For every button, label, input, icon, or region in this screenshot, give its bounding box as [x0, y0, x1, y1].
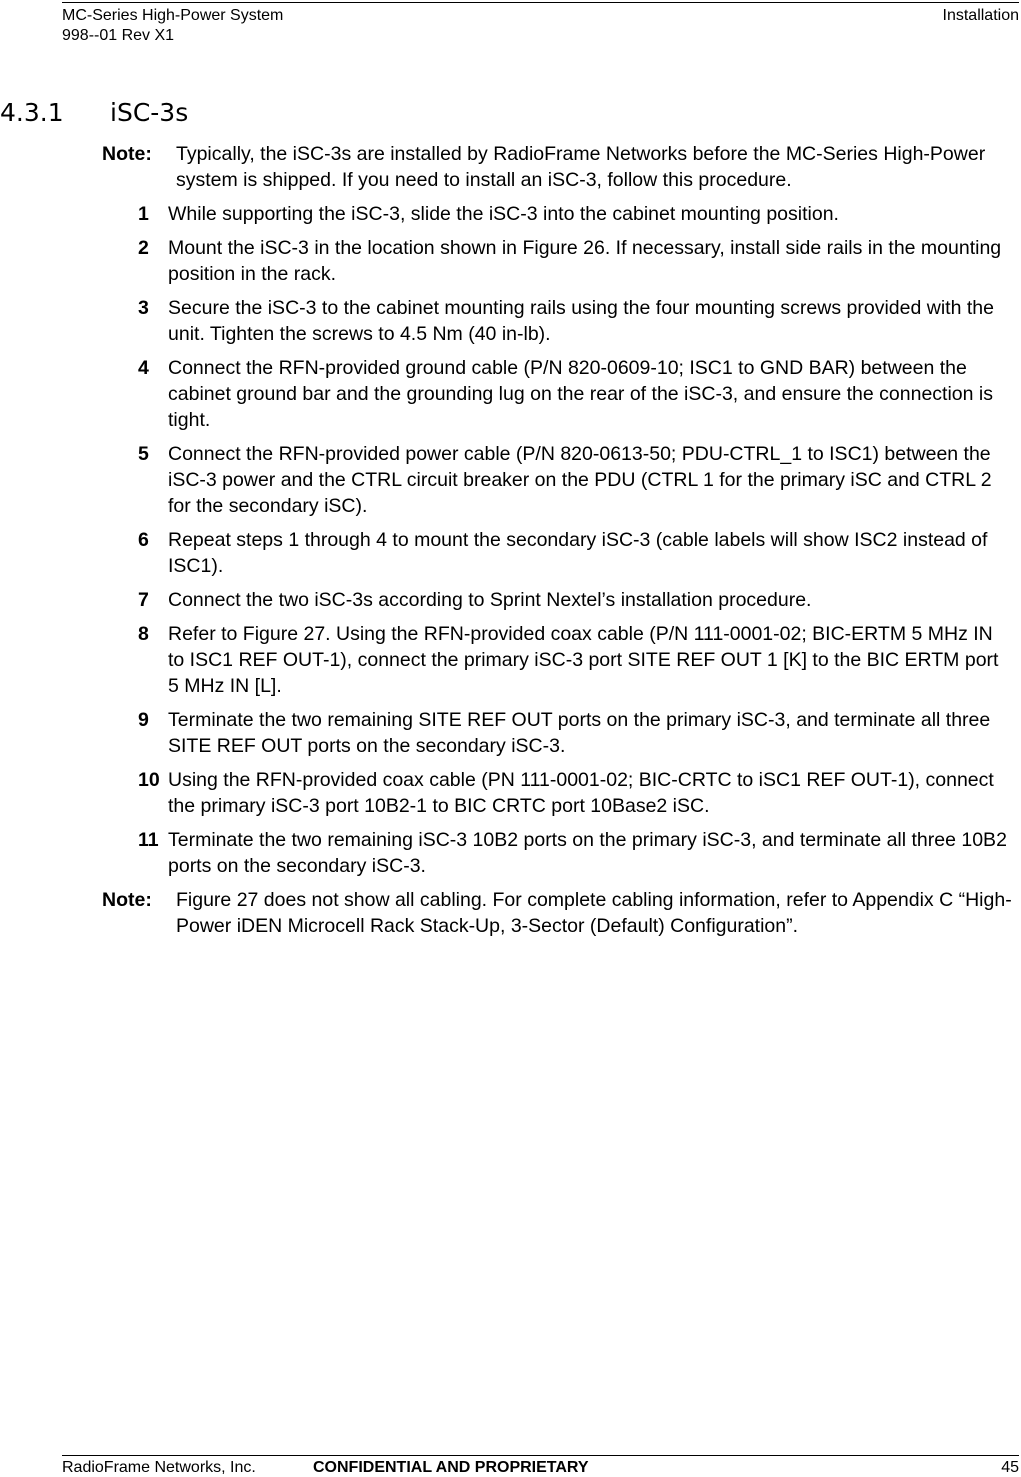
step-number: 8 [138, 623, 149, 645]
step-number: 9 [138, 709, 149, 731]
step-text: Terminate the two remaining SITE REF OUT ports on the primary iSC-3, and terminate all three SITE REF OUT ports on the secondary iSC-3. [168, 709, 991, 757]
footer-rule [62, 1455, 1019, 1456]
step-text: Secure the iSC-3 to the cabinet mounting rails using the four mounting screws provided with the unit. Tighten the screws to 4.5 Nm (40 in-lb). [168, 297, 994, 345]
step-item [138, 441, 1017, 519]
note-label: Note: [102, 889, 152, 911]
company-name: RadioFrame Networks, Inc. [62, 1459, 256, 1476]
step-number: 5 [138, 443, 149, 465]
step-item [138, 527, 1017, 579]
note-top [102, 141, 1017, 193]
step-number: 2 [138, 237, 149, 259]
step-number: 6 [138, 529, 149, 551]
step-text: Repeat steps 1 through 4 to mount the secondary iSC-3 (cable labels will show ISC2 instead of ISC1). [168, 529, 988, 577]
note-label: Note: [102, 143, 152, 165]
step-number: 4 [138, 357, 149, 379]
step-item [138, 621, 1017, 699]
step-text: Connect the RFN-provided power cable (P/N 820-0613-50; PDU-CTRL_1 to ISC1) between the iSC-3 power and the CTRL circuit breaker on the PDU (CTRL 1 for the primary iSC and CTRL 2 for the secondary iSC). [168, 443, 992, 517]
step-number: 1 [138, 203, 149, 225]
step-number: 10 [138, 769, 160, 791]
step-text: Connect the RFN-provided ground cable (P/N 820-0609-10; ISC1 to GND BAR) between the cabinet ground bar and the grounding lug on the rear of the iSC-3, and ensure the connection is tight. [168, 357, 993, 431]
doc-number: 998--01 Rev X1 [62, 27, 175, 44]
section-title: iSC-3s [110, 98, 189, 127]
step-text: Mount the iSC-3 in the location shown in Figure 26. If necessary, install side rails in the mounting position in the rack. [168, 237, 1002, 285]
step-item [138, 201, 1017, 227]
section-number: 4.3.1 [0, 98, 64, 127]
note-bottom [102, 887, 1017, 939]
step-text: While supporting the iSC-3, slide the iSC-3 into the cabinet mounting position. [168, 203, 839, 225]
step-item [138, 355, 1017, 433]
step-item [138, 587, 1017, 613]
step-number: 3 [138, 297, 149, 319]
step-item [138, 235, 1017, 287]
note-text: Figure 27 does not show all cabling. For complete cabling information, refer to Appendix C “High-Power iDEN Microcell Rack Stack-Up, 3-Sector (Default) Configuration”. [176, 889, 1012, 937]
step-item [138, 707, 1017, 759]
procedure-steps [102, 201, 1017, 879]
confidentiality-notice: CONFIDENTIAL AND PROPRIETARY [313, 1459, 589, 1476]
section-heading [0, 98, 188, 128]
step-number: 7 [138, 589, 149, 611]
main-content [102, 141, 1017, 947]
step-text: Terminate the two remaining iSC-3 10B2 ports on the primary iSC-3, and terminate all three 10B2 ports on the secondary iSC-3. [168, 829, 1007, 877]
step-number: 11 [138, 829, 159, 851]
step-text: Connect the two iSC-3s according to Sprint Nextel’s installation procedure. [168, 589, 812, 611]
step-item [138, 827, 1017, 879]
step-item [138, 295, 1017, 347]
header-rule [62, 2, 1019, 3]
step-text: Using the RFN-provided coax cable (PN 111-0001-02; BIC-CRTC to iSC1 REF OUT-1), connect the primary iSC-3 port 10B2-1 to BIC CRTC port 10Base2 iSC. [168, 769, 994, 817]
doc-title: MC-Series High-Power System [62, 7, 284, 24]
note-text: Typically, the iSC-3s are installed by RadioFrame Networks before the MC-Series High-Power system is shipped. If you need to install an iSC-3, follow this procedure. [176, 143, 986, 191]
chapter-name: Installation [942, 7, 1019, 24]
page-number: 45 [1001, 1459, 1019, 1476]
step-item [138, 767, 1017, 819]
step-text: Refer to Figure 27. Using the RFN-provided coax cable (P/N 111-0001-02; BIC-ERTM 5 MHz IN to ISC1 REF OUT-1), connect the primary iSC-3 port SITE REF OUT 1 [K] to the BIC ERTM port 5 MHz IN [L]. [168, 623, 999, 697]
